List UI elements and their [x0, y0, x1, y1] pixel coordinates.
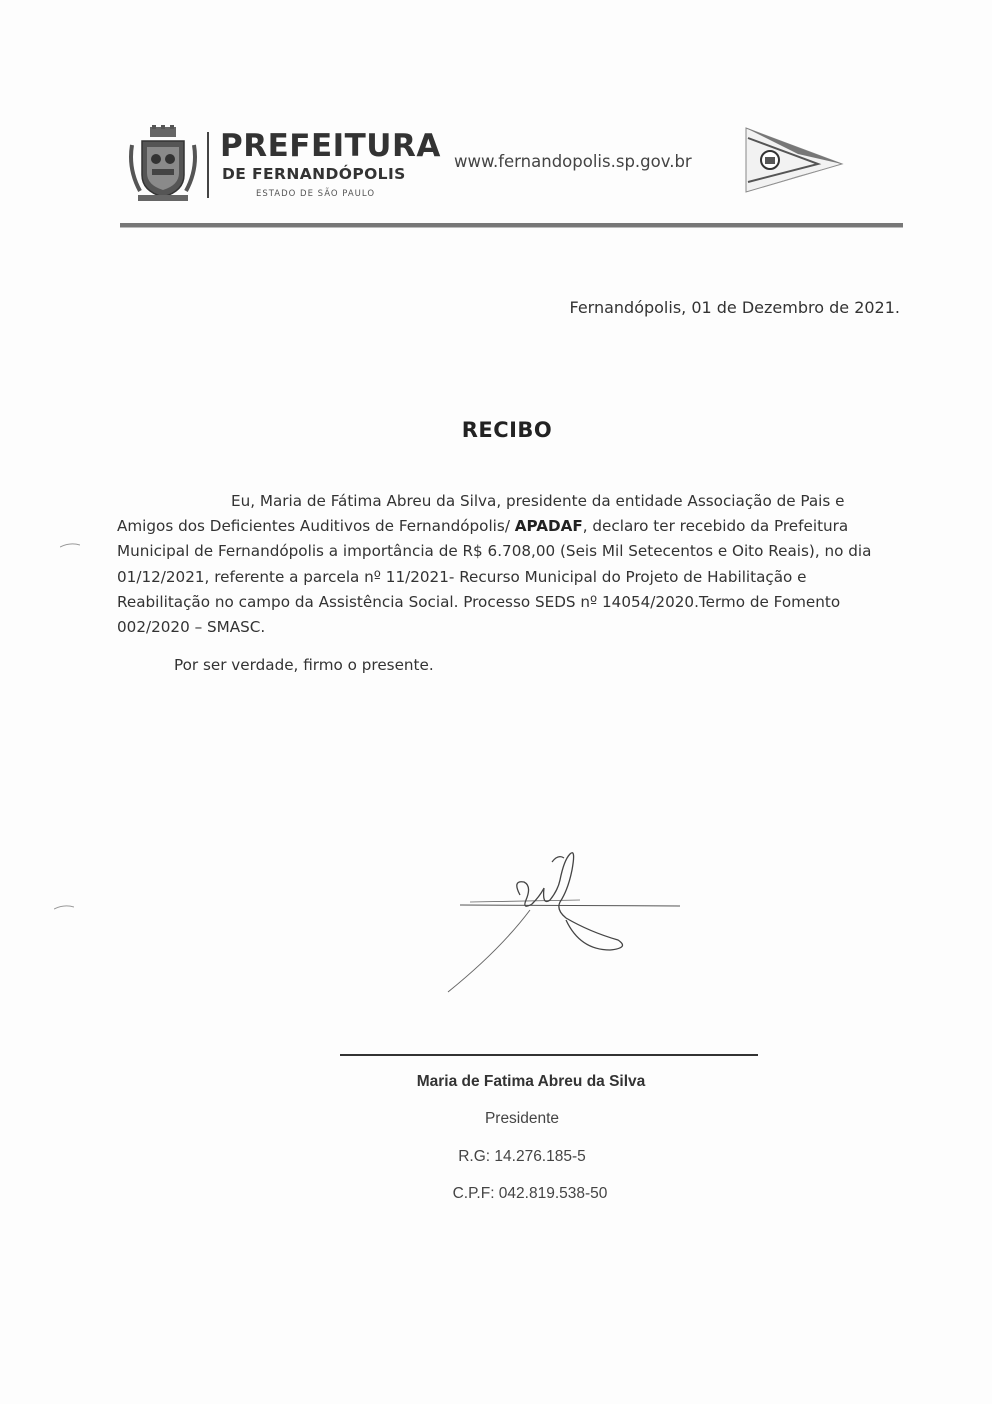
scan-mark	[60, 542, 80, 548]
header-rule	[120, 223, 903, 228]
paragraph-line: Municipal de Fernandópolis a importância de R$ 6.708,00 (Seis Mil Setecentos e Oito Reais), no dia	[117, 542, 872, 561]
closing-statement: Por ser verdade, firmo o presente.	[174, 656, 434, 674]
coat-of-arms-icon	[128, 125, 198, 203]
document-title: RECIBO	[461, 418, 553, 442]
signer-rg: R.G: 14.276.185-5	[458, 1148, 586, 1165]
brand-title: PREFEITURA	[220, 128, 441, 164]
paragraph-text: Amigos dos Deficientes Auditivos de Fernandópolis/	[117, 517, 515, 536]
paragraph-text: , declaro ter recebido da Prefeitura	[582, 517, 849, 536]
receipt-paragraph	[117, 489, 907, 640]
signer-name: Maria de Fatima Abreu da Silva	[416, 1073, 646, 1090]
website-link[interactable]: www.fernandopolis.sp.gov.br	[454, 152, 692, 171]
brand-state: ESTADO DE SÃO PAULO	[256, 189, 376, 199]
handwritten-signature	[440, 840, 690, 1000]
signer-cpf: C.P.F: 042.819.538-50	[452, 1185, 608, 1202]
signature-line	[340, 1054, 758, 1056]
entity-acronym: APADAF	[514, 517, 583, 536]
municipal-flag-icon	[738, 124, 848, 196]
paragraph-line: Eu, Maria de Fátima Abreu da Silva, presidente da entidade Associação de Pais e	[231, 492, 845, 510]
header-divider	[207, 132, 209, 198]
paragraph-line	[117, 514, 907, 539]
signer-role: Presidente	[484, 1110, 560, 1127]
paragraph-line: 002/2020 – SMASC.	[117, 618, 266, 637]
scan-mark	[54, 904, 74, 910]
brand-subtitle: DE FERNANDÓPOLIS	[222, 165, 406, 183]
paragraph-line: 01/12/2021, referente a parcela nº 11/2021- Recurso Municipal do Projeto de Habilitação e	[117, 567, 807, 586]
date-line: Fernandópolis, 01 de Dezembro de 2021.	[569, 298, 900, 317]
paragraph-line: Reabilitação no campo da Assistência Social. Processo SEDS nº 14054/2020.Termo de Fomento	[117, 592, 841, 611]
